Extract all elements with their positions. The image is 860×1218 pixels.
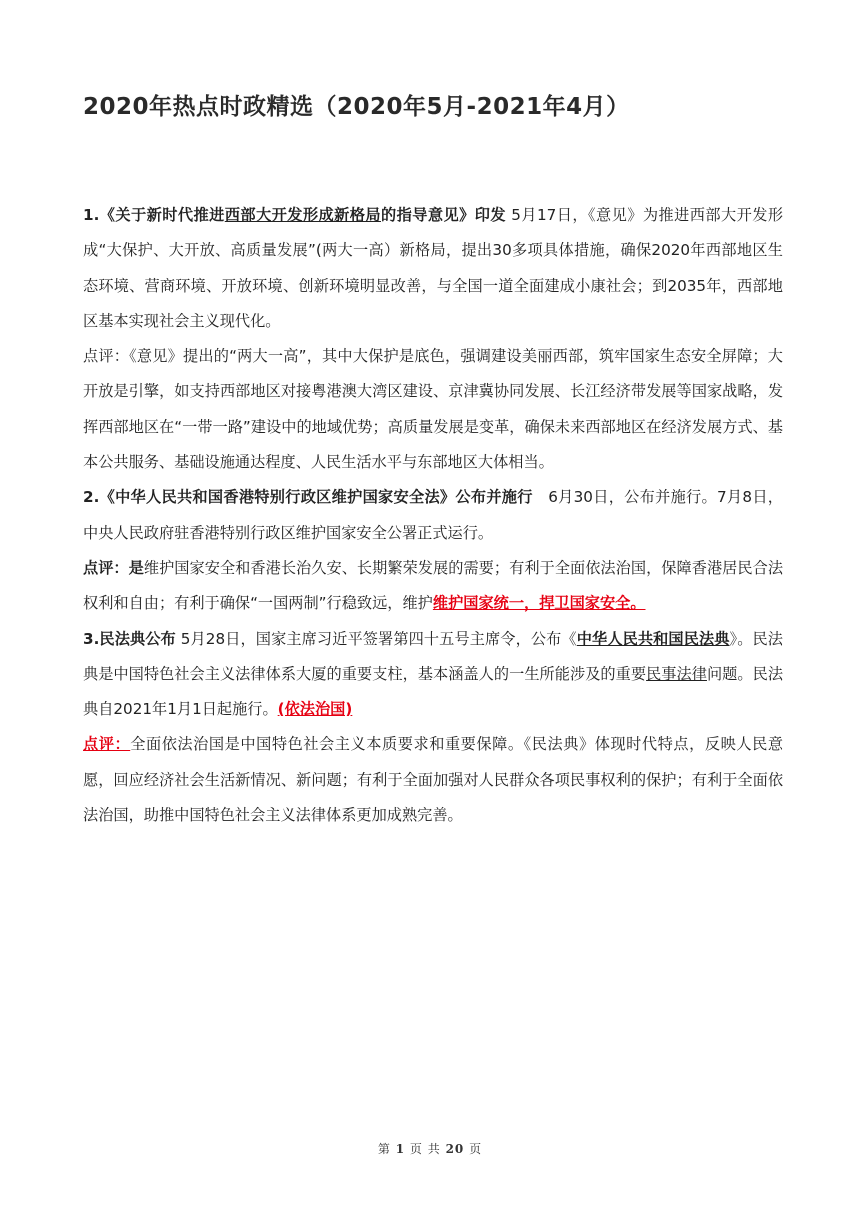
item-1-paragraph [83,198,783,339]
item-3-tag: (依法治国) [277,700,353,719]
item-3-comment [83,727,783,833]
footer-mid: 页 共 [409,1142,441,1156]
item-2-comment-highlight: 维护国家统一，捍卫国家安全。 [432,594,646,613]
item-1-comment: 点评：《意见》提出的“两大一高”，其中大保护是底色，强调建设美丽西部，筑牢国家生态安全屏障；大开放是引擎，如支持西部地区对接粤港澳大湾区建设、京津冀协同发展、长江经济带发展等国家战略，发挥西部地区在“一带一路”建设中的地域优势；高质量发展是变革，确保未来西部地区在经济发展方式、基本公共服务、基础设施通达程度、人民生活水平与东部地区大体相当。 [83,347,783,472]
item-1-heading-post: 的指导意见》印发 [380,206,506,224]
document-body [83,198,783,833]
item-3-comment-label: 点评： [83,735,131,754]
item-2-text: 6月30日，公布并施行。7月8日，中央人民政府驻香港特别行政区维护国家安全公署正式运行。 [83,488,783,542]
item-3-text-underlined: 民事法律 [646,664,707,683]
footer-total-pages: 20 [445,1142,465,1156]
item-2-paragraph [83,480,783,551]
document-title: 2020年热点时政精选（2020年5月-2021年4月） [83,94,630,120]
item-1-text: 5月17日，《意见》为推进西部大开发形成“大保护、大开放、高质量发展”(两大一高）新格局，提出30多项具体措施，确保2020年西部地区生态环境、营商环境、开放环境、创新环境明显改善，与全国一道全面建成小康社会；到2035年，西部地区基本实现社会主义现代化。 [83,206,784,330]
footer-pre: 第 [377,1142,391,1156]
item-3-text-4: 问题。民法典自2021年1月1日起施行。 [83,664,784,719]
item-2-comment-label: 点评：是 [83,558,144,577]
item-1-heading-pre: 1.《关于新时代推进 [83,206,225,224]
item-3-comment-text: 全面依法治国是中国特色社会主义本质要求和重要保障。《民法典》体现时代特点，反映人民意愿，回应经济社会生活新情况、新问题；有利于全面加强对人民群众各项民事权利的保护；有利于全面依法治国，助推中国特色社会主义法律体系更加成熟完善。 [83,735,784,825]
footer-post: 页 [469,1142,483,1156]
item-3-text-1: 5月28日，国家主席习近平签署第四十五号主席令，公布《 [175,629,577,648]
item-3-law-name: 中华人民共和国民法典 [576,629,730,648]
item-2-comment [83,551,783,622]
item-3-text-2: 》。民法典是中国特色社会主义法律体系大厦的重要支柱，基本涵盖人的一生所能涉及的重要 [83,629,783,683]
item-3-paragraph [83,622,783,728]
page-footer [0,1140,860,1157]
item-2-comment-text: 维护国家安全和香港长治久安、长期繁荣发展的需要；有利于全面依法治国，保障香港居民合法权利和自由；有利于确保“一国两制”行稳致远，维护 [83,558,784,613]
item-1-heading-underlined: 西部大开发形成新格局 [224,206,381,224]
footer-page-number: 1 [395,1142,406,1156]
item-2-heading: 2.《中华人民共和国香港特别行政区维护国家安全法》公布并施行 [83,488,533,507]
item-3-heading: 3.民法典公布 [83,629,176,648]
